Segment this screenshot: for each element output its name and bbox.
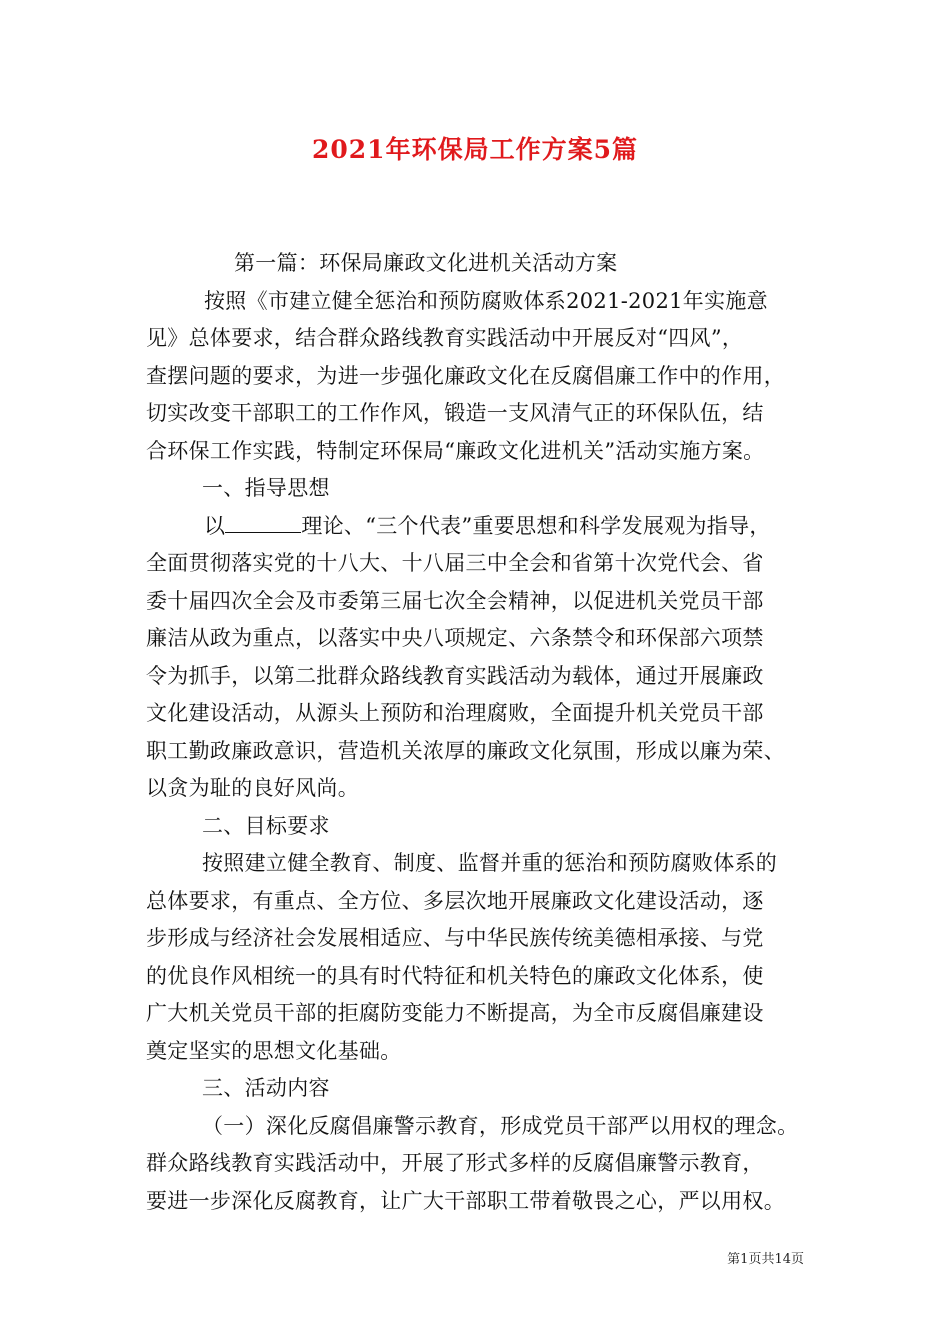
- text-line: 奠定坚实的思想文化基础。: [146, 1038, 402, 1063]
- page-number: 第1页共14页: [727, 1252, 804, 1267]
- text-line: 总体要求，有重点、全方位、多层次地开展廉政文化建设活动，逐: [146, 888, 764, 913]
- text-line: 的优良作风相统一的具有时代特征和机关特色的廉政文化体系，使: [146, 963, 764, 988]
- text-line: 按照建立健全教育、制度、监督并重的惩治和预防腐败体系的: [202, 851, 778, 875]
- text-line-suffix: 理论、“三个代表”重要思想和科学发展观为指导，: [301, 513, 771, 538]
- text-line: （一）深化反腐倡廉警示教育，形成党员干部严以用权的理念。: [202, 1113, 799, 1138]
- document-title: 2021年环保局工作方案5篇: [312, 135, 638, 164]
- text-line: 群众路线教育实践活动中，开展了形式多样的反腐倡廉警示教育，: [146, 1151, 764, 1175]
- text-line: [146, 508, 820, 546]
- text-line: 切实改变干部职工的工作作风，锻造一支风清气正的环保队伍，结: [146, 401, 764, 425]
- text-line: 查摆问题的要求，为进一步强化廉政文化在反腐倡廉工作中的作用，: [146, 363, 785, 388]
- text-line: 合环保工作实践，特制定环保局“廉政文化进机关”活动实施方案。: [146, 438, 765, 463]
- text-line-prefix: 以: [204, 513, 226, 538]
- text-line: 职工勤政廉政意识，营造机关浓厚的廉政文化氛围，形成以廉为荣、: [146, 738, 785, 763]
- text-line: 文化建设活动，从源头上预防和治理腐败，全面提升机关党员干部: [146, 701, 764, 725]
- text-line: 令为抓手，以第二批群众路线教育实践活动为载体，通过开展廉政: [146, 663, 764, 688]
- text-line: 以贪为耻的良好风尚。: [146, 776, 359, 800]
- document-body: [146, 245, 820, 1220]
- text-line: 全面贯彻落实党的十八大、十八届三中全会和省第十次党代会、省: [146, 551, 764, 575]
- text-line: 二、目标要求: [202, 813, 330, 838]
- text-line: 步形成与经济社会发展相适应、与中华民族传统美德相承接、与党: [146, 926, 764, 950]
- text-line: 廉洁从政为重点，以落实中央八项规定、六条禁令和环保部六项禁: [146, 626, 764, 650]
- blank-underline: [225, 512, 301, 533]
- text-line: 要进一步深化反腐教育，让广大干部职工带着敬畏之心，严以用权。: [146, 1188, 785, 1213]
- text-line: 三、活动内容: [202, 1076, 330, 1100]
- text-line: 广大机关党员干部的拒腐防变能力不断提高，为全市反腐倡廉建设: [146, 1001, 764, 1025]
- text-line: 第一篇：环保局廉政文化进机关活动方案: [234, 251, 618, 275]
- text-line: 按照《市建立健全惩治和预防腐败体系2021-2021年实施意: [204, 288, 768, 313]
- text-line: 委十届四次全会及市委第三届七次全会精神，以促进机关党员干部: [146, 588, 764, 613]
- text-line: 见》总体要求，结合群众路线教育实践活动中开展反对“四风”，: [146, 326, 744, 350]
- text-line: 一、指导思想: [202, 476, 330, 500]
